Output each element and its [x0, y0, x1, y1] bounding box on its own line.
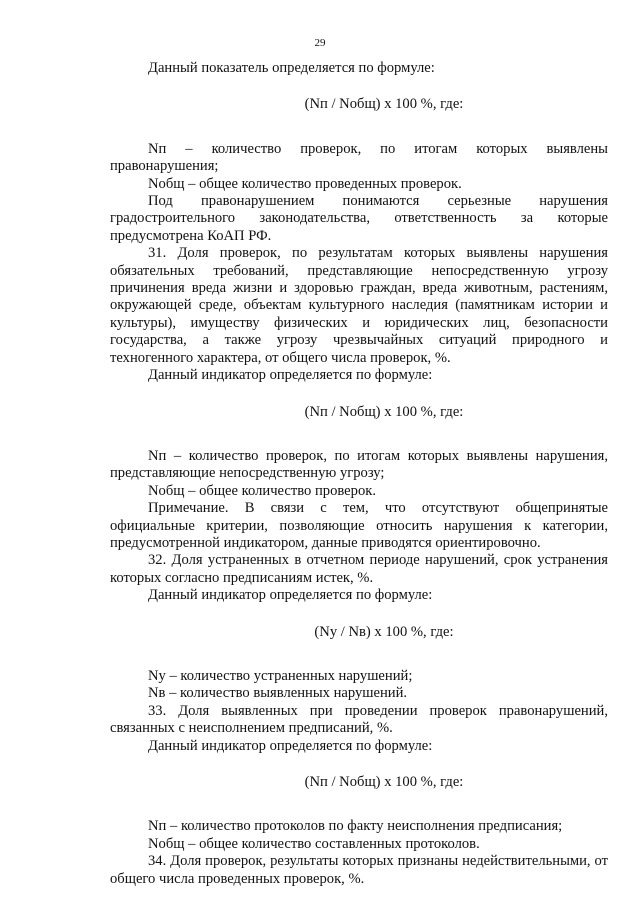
paragraph: 33. Доля выявленных при проведении проверок правонарушений, связанных с неисполнением предписаний, %. — [110, 702, 608, 737]
paragraph: Данный индикатор определяется по формуле: — [148, 367, 433, 384]
paragraph: 34. Доля проверок, результаты которых признаны недействительными, от общего числа проведенных проверок, %. — [110, 853, 608, 887]
document-body — [110, 60, 608, 888]
paragraph: Примечание. В связи с тем, что отсутствуют общепринятые официальные критерии, позволяющие относить нарушения к категории, предусмотренной индикатором, данные приводятся ориентировочно. — [110, 500, 608, 551]
paragraph: 32. Доля устраненных в отчетном периоде нарушений, срок устранения которых согласно предписаниям истек, %. — [110, 552, 608, 586]
paragraph: Данный индикатор определяется по формуле: — [148, 737, 433, 754]
paragraph: Nобщ – общее количество проведенных проверок. — [148, 175, 462, 192]
formula: (Nп / Nобщ) х 100 %, где: — [304, 96, 464, 113]
paragraph: Nп – количество проверок, по итогам которых выявлены нарушения, представляющие непосредственную угрозу; — [110, 447, 608, 482]
paragraph: Nобщ – общее количество составленных протоколов. — [148, 835, 480, 852]
paragraph: Nп – количество протоколов по факту неисполнения предписания; — [148, 818, 563, 835]
paragraph: Данный показатель определяется по формуле: — [148, 60, 435, 76]
formula: (Nп / Nобщ) х 100 %, где: — [304, 774, 464, 790]
formula: (Nп / Nобщ) х 100 %, где: — [304, 403, 464, 420]
page-number: 29 — [314, 37, 326, 49]
paragraph: Под правонарушением понимаются серьезные нарушения градостроительного законодательства, ответственность за которые предусмотрена КоАП РФ. — [110, 193, 608, 244]
paragraph: Nв – количество выявленных нарушений. — [148, 685, 408, 702]
paragraph: 31. Доля проверок, по результатам которых выявлены нарушения обязательных требований, представляющие непосредственную угрозу причинения вреда жизни и здоровью граждан, вреда животным, растениям, окружающей среде, объектам культурного наследия (памятникам истории и культуры), имуществу физических и юридических лиц, безопасности государства, а также угрозу чрезвычайных ситуаций природного и техногенного характера, от общего числа проверок, %. — [110, 245, 608, 366]
paragraph: Nп – количество проверок, по итогам которых выявлены правонарушения; — [110, 140, 608, 175]
paragraph: Данный индикатор определяется по формуле: — [148, 587, 433, 604]
formula: (Ny / Nв) х 100 %, где: — [314, 623, 454, 640]
paragraph: Ny – количество устраненных нарушений; — [148, 667, 413, 684]
paragraph: Nобщ – общее количество проверок. — [148, 482, 376, 499]
